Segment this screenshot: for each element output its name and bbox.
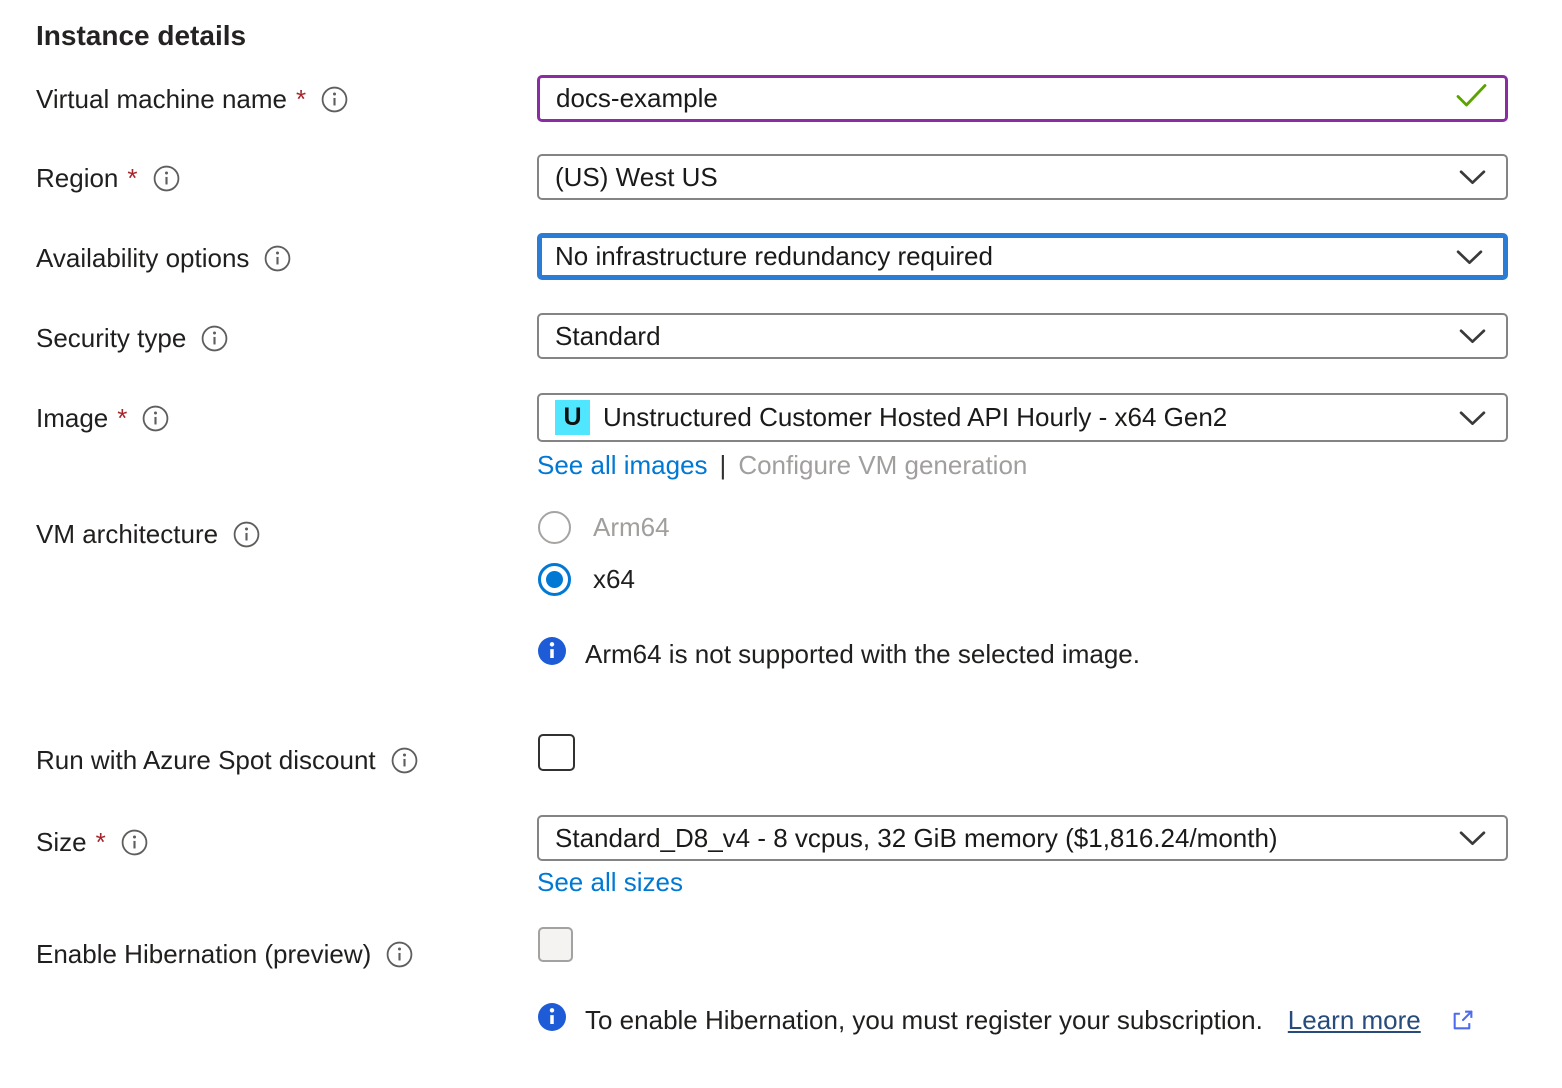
availability-label: Availability options [36, 243, 250, 273]
spot-label: Run with Azure Spot discount [36, 745, 376, 775]
radio-x64[interactable] [538, 563, 635, 596]
size-dropdown[interactable] [537, 815, 1508, 861]
required-asterisk: * [117, 403, 128, 433]
radio-arm64-label: Arm64 [593, 512, 670, 542]
vm-name-input[interactable] [556, 83, 1447, 114]
image-value: Unstructured Customer Hosted API Hourly - x64 Gen2 [603, 402, 1228, 432]
external-link-icon [1450, 1008, 1475, 1033]
size-label: Size [36, 827, 87, 857]
vm-architecture-label-row [36, 517, 260, 551]
region-label: Region [36, 163, 119, 193]
chevron-down-icon [1456, 241, 1483, 272]
hibernation-label: Enable Hibernation (preview) [36, 939, 372, 969]
chevron-down-icon [1459, 321, 1486, 352]
spot-label-row [36, 743, 418, 777]
info-icon[interactable] [391, 747, 418, 774]
info-icon[interactable] [264, 245, 291, 272]
hibernation-label-row [36, 937, 413, 971]
chevron-down-icon [1459, 162, 1486, 193]
security-type-dropdown[interactable] [537, 313, 1508, 359]
security-type-label-row [36, 321, 228, 355]
image-dropdown[interactable] [537, 393, 1508, 442]
radio-arm64 [538, 511, 670, 544]
chevron-down-icon [1459, 823, 1486, 854]
region-value: (US) West US [555, 161, 718, 192]
learn-more-link[interactable]: Learn more [1287, 1005, 1421, 1035]
info-bubble-icon [538, 1003, 566, 1038]
info-icon[interactable] [153, 165, 180, 192]
size-value: Standard_D8_v4 - 8 vcpus, 32 GiB memory ($1,816.24/month) [555, 822, 1278, 853]
arm64-info-message [538, 637, 1140, 672]
info-icon[interactable] [321, 86, 348, 113]
info-icon[interactable] [142, 405, 169, 432]
spot-checkbox[interactable] [538, 734, 575, 771]
link-separator: | [719, 450, 727, 480]
radio-x64-label: x64 [593, 564, 635, 594]
hibernation-checkbox [538, 927, 573, 962]
info-bubble-icon [538, 637, 566, 672]
radio-button-icon [538, 511, 571, 544]
arm64-info-text: Arm64 is not supported with the selected image. [585, 639, 1140, 669]
availability-value: No infrastructure redundancy required [555, 241, 993, 271]
vm-name-label: Virtual machine name [36, 84, 287, 114]
size-label-row [36, 825, 148, 859]
availability-dropdown[interactable] [537, 233, 1508, 280]
required-asterisk: * [296, 84, 307, 114]
see-all-sizes-link[interactable]: See all sizes [537, 867, 683, 897]
info-icon[interactable] [233, 521, 260, 548]
required-asterisk: * [127, 163, 138, 193]
region-label-row [36, 161, 180, 195]
info-icon[interactable] [121, 829, 148, 856]
see-all-images-link[interactable]: See all images [537, 450, 708, 480]
availability-label-row [36, 241, 291, 275]
hibernation-info-message [538, 1003, 1475, 1038]
region-dropdown[interactable] [537, 154, 1508, 200]
vm-name-field[interactable] [537, 75, 1508, 122]
radio-button-selected-icon [538, 563, 571, 596]
validation-check-icon [1456, 83, 1487, 115]
security-type-label: Security type [36, 323, 187, 353]
info-icon[interactable] [386, 941, 413, 968]
size-links-row [537, 867, 683, 898]
image-publisher-icon: U [555, 400, 590, 435]
required-asterisk: * [95, 827, 106, 857]
vm-architecture-label: VM architecture [36, 519, 219, 549]
vm-name-label-row [36, 82, 348, 116]
security-type-value: Standard [555, 320, 661, 351]
info-icon[interactable] [201, 325, 228, 352]
section-heading: Instance details [36, 20, 247, 51]
image-links-row [537, 450, 1027, 481]
chevron-down-icon [1459, 402, 1486, 433]
image-label: Image [36, 403, 109, 433]
configure-vm-generation-link: Configure VM generation [738, 450, 1028, 480]
image-label-row [36, 401, 169, 435]
hibernation-info-text: To enable Hibernation, you must register your subscription. [585, 1005, 1263, 1035]
